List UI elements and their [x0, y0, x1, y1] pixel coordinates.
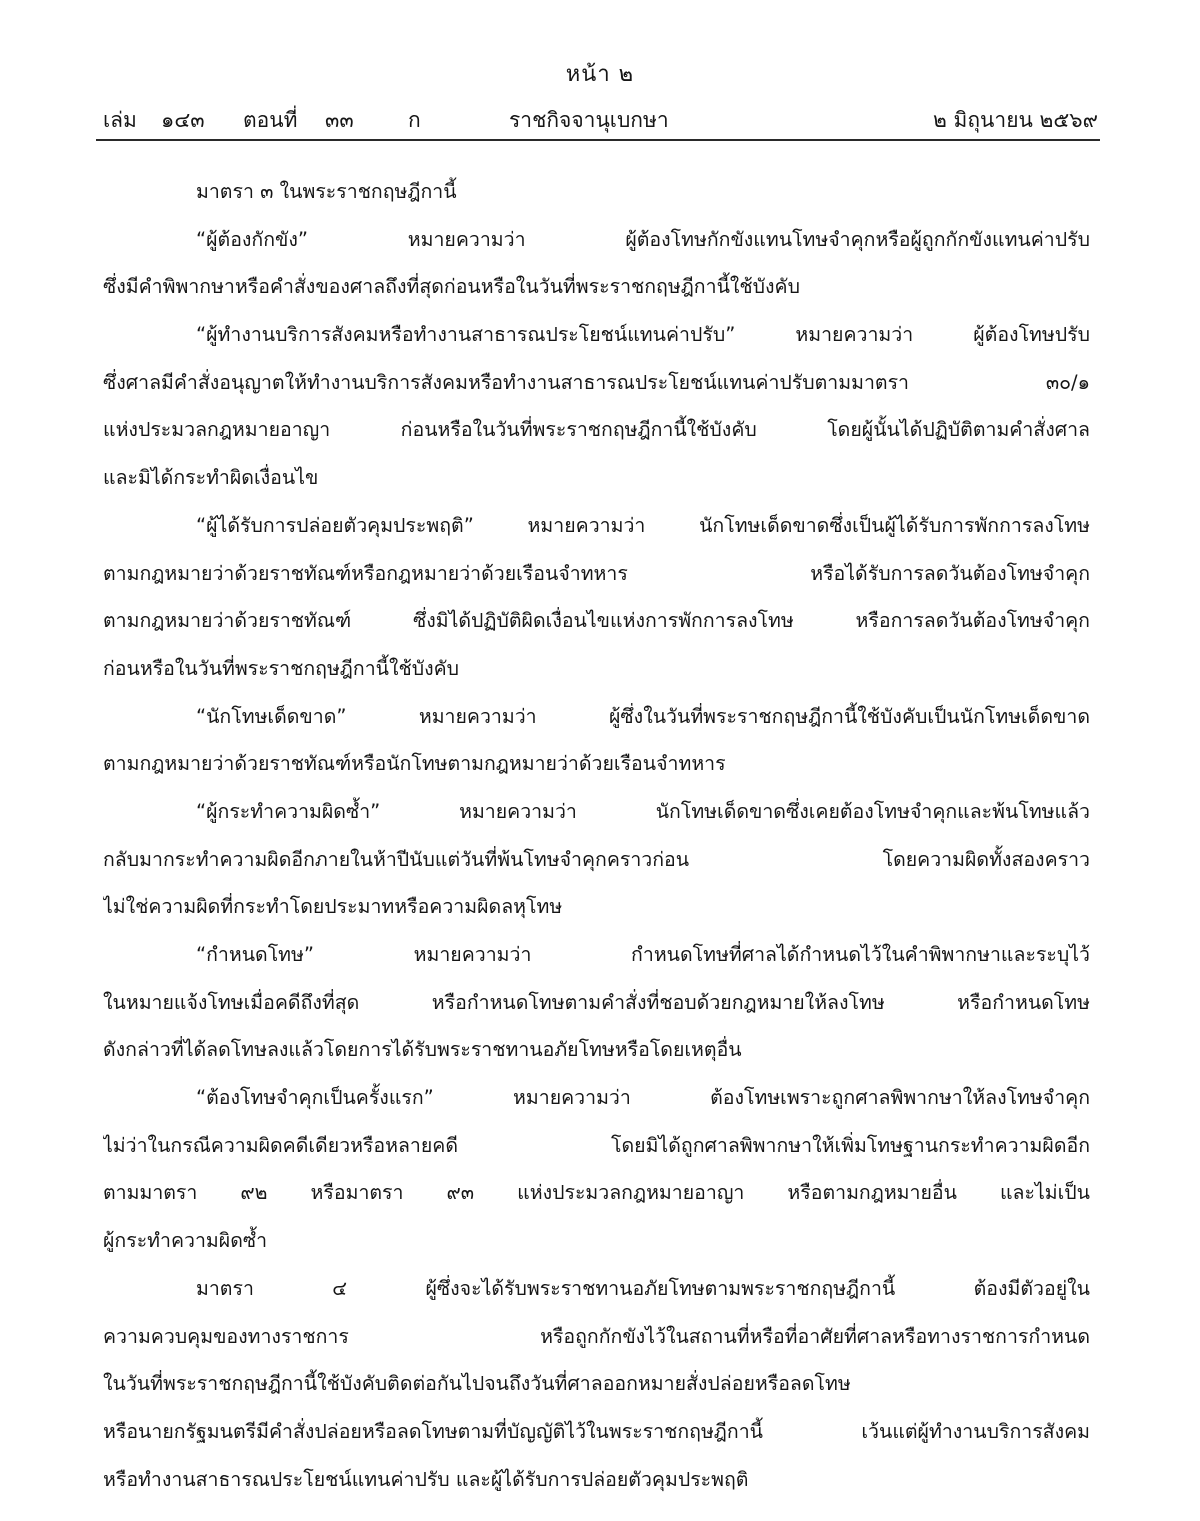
issue-number: ๓๓	[325, 108, 354, 132]
text-line: ไม่ว่าในกรณีความผิดคดีเดียวหรือหลายคดี โดยมิได้ถูกศาลพิพากษาให้เพิ่มโทษฐานกระทำความผิดอีก	[103, 1133, 1090, 1157]
text-line: “กำหนดโทษ” หมายความว่า กำหนดโทษที่ศาลได้กำหนดไว้ในคำพิพากษาและระบุไว้	[196, 943, 1090, 966]
text-line: ความควบคุมของทางราชการ หรือถูกกักขังไว้ในสถานที่หรือที่อาศัยที่ศาลหรือทางราชการกำหนด	[103, 1324, 1090, 1348]
text-line: ผู้กระทำความผิดซ้ำ	[103, 1229, 268, 1253]
text-line: “นักโทษเด็ดขาด” หมายความว่า ผู้ซึ่งในวันที่พระราชกฤษฎีกานี้ใช้บังคับเป็นนักโทษเด็ดขาด	[196, 704, 1090, 728]
text-line: ตามกฎหมายว่าด้วยราชทัณฑ์หรือนักโทษตามกฎหมายว่าด้วยเรือนจำทหาร	[103, 752, 726, 776]
text-line: ตามกฎหมายว่าด้วยราชทัณฑ์ ซึ่งมิได้ปฏิบัติผิดเงื่อนไขแห่งการพักการลงโทษ หรือการลดวันต้องโทษจำคุก	[103, 609, 1090, 633]
text-line: ซึ่งศาลมีคำสั่งอนุญาตให้ทำงานบริการสังคมหรือทำงานสาธารณประโยชน์แทนค่าปรับตามมาตรา ๓๐/๑	[103, 370, 1090, 394]
paragraph	[103, 693, 1090, 788]
text-line: มาตรา ๓ ในพระราชกฤษฎีกานี้	[196, 180, 457, 203]
publication-date: ๒ มิถุนายน ๒๕๖๙	[932, 108, 1098, 132]
paragraph	[103, 502, 1090, 693]
text-line: หรือทำงานสาธารณประโยชน์แทนค่าปรับ และผู้ได้รับการปล่อยตัวคุมประพฤติ	[103, 1467, 749, 1491]
text-line: ตามกฎหมายว่าด้วยราชทัณฑ์หรือกฎหมายว่าด้วยเรือนจำทหาร หรือได้รับการลดวันต้องโทษจำคุก	[103, 561, 1090, 585]
text-line: “ผู้ต้องกักขัง” หมายความว่า ผู้ต้องโทษกักขังแทนโทษจำคุกหรือผู้ถูกกักขังแทนค่าปรับ	[196, 227, 1090, 251]
paragraph	[103, 168, 1090, 216]
text-line: ก่อนหรือในวันที่พระราชกฤษฎีกานี้ใช้บังคับ	[103, 656, 460, 680]
text-line: “ต้องโทษจำคุกเป็นครั้งแรก” หมายความว่า ต้องโทษเพราะถูกศาลพิพากษาให้ลงโทษจำคุก	[196, 1086, 1090, 1110]
text-line: มาตรา ๔ ผู้ซึ่งจะได้รับพระราชทานอภัยโทษตามพระราชกฤษฎีกานี้ ต้องมีตัวอยู่ใน	[196, 1276, 1090, 1300]
paragraph	[103, 216, 1090, 311]
paragraph	[103, 1265, 1090, 1503]
document-body	[103, 168, 1090, 1503]
text-line: “ผู้ทำงานบริการสังคมหรือทำงานสาธารณประโยชน์แทนค่าปรับ” หมายความว่า ผู้ต้องโทษปรับ	[196, 323, 1090, 347]
header-divider	[96, 139, 1100, 141]
paragraph	[103, 1074, 1090, 1265]
paragraph	[103, 311, 1090, 502]
volume-label: เล่ม	[103, 108, 137, 132]
page-number: หน้า ๒	[565, 62, 635, 87]
text-line: ซึ่งมีคำพิพากษาหรือคำสั่งของศาลถึงที่สุดก่อนหรือในวันที่พระราชกฤษฎีกานี้ใช้บังคับ	[103, 275, 800, 299]
volume-number: ๑๔๓	[161, 108, 205, 132]
text-line: ตามมาตรา ๙๒ หรือมาตรา ๙๓ แห่งประมวลกฎหมายอาญา หรือตามกฎหมายอื่น และไม่เป็น	[103, 1181, 1090, 1205]
text-line: แห่งประมวลกฎหมายอาญา ก่อนหรือในวันที่พระราชกฤษฎีกานี้ใช้บังคับ โดยผู้นั้นได้ปฏิบัติตามคำสั่งศาล	[103, 418, 1090, 442]
paragraph	[103, 931, 1090, 1074]
text-line: และมิได้กระทำผิดเงื่อนไข	[103, 466, 319, 490]
text-line: “ผู้ได้รับการปล่อยตัวคุมประพฤติ” หมายความว่า นักโทษเด็ดขาดซึ่งเป็นผู้ได้รับการพักการลงโทษ	[196, 513, 1090, 537]
gazette-name: ราชกิจจานุเบกษา	[509, 108, 669, 132]
paragraph	[103, 788, 1090, 931]
gazette-header	[103, 104, 1098, 134]
issue-label: ตอนที่	[243, 108, 298, 132]
text-line: ดังกล่าวที่ได้ลดโทษลงแล้วโดยการได้รับพระราชทานอภัยโทษหรือโดยเหตุอื่น	[103, 1038, 742, 1062]
text-line: หรือนายกรัฐมนตรีมีคำสั่งปล่อยหรือลดโทษตามที่บัญญัติไว้ในพระราชกฤษฎีกานี้ เว้นแต่ผู้ทำงานบริการสังคม	[103, 1419, 1090, 1443]
text-line: ในวันที่พระราชกฤษฎีกานี้ใช้บังคับติดต่อกันไปจนถึงวันที่ศาลออกหมายสั่งปล่อยหรือลดโทษ	[103, 1372, 851, 1396]
text-line: ไม่ใช่ความผิดที่กระทำโดยประมาทหรือความผิดลหุโทษ	[103, 895, 563, 919]
text-line: ในหมายแจ้งโทษเมื่อคดีถึงที่สุด หรือกำหนดโทษตามคำสั่งที่ชอบด้วยกฎหมายให้ลงโทษ หรือกำหนดโทษ	[103, 990, 1090, 1014]
text-line: “ผู้กระทำความผิดซ้ำ” หมายความว่า นักโทษเด็ดขาดซึ่งเคยต้องโทษจำคุกและพ้นโทษแล้ว	[196, 799, 1090, 823]
text-line: กลับมากระทำความผิดอีกภายในห้าปีนับแต่วันที่พ้นโทษจำคุกคราวก่อน โดยความผิดทั้งสองคราว	[103, 847, 1090, 871]
section-letter: ก	[408, 108, 421, 132]
